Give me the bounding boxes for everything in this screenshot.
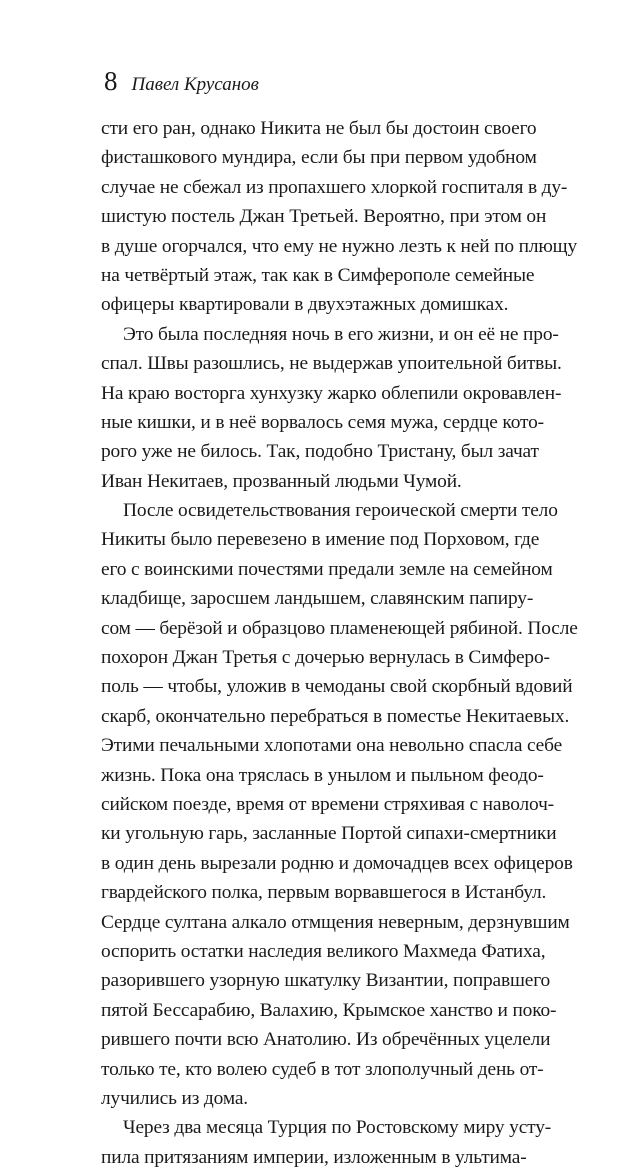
text-line: Это была последняя ночь в его жизни, и он её не про- xyxy=(123,323,559,345)
body-text xyxy=(101,114,578,1172)
text-line: рого уже не билось. Так, подобно Тристану, был зачат xyxy=(101,441,539,463)
text-line: гвардейского полка, первым ворвавшегося в Истанбул. xyxy=(101,882,547,904)
text-line: в один день вырезали родню и домочадцев всех офицеров xyxy=(101,852,573,874)
text-line: на четвёртый этаж, так как в Симферополе семейные xyxy=(101,264,535,286)
text-line: ки угольную гарь, засланные Портой сипахи-смертники xyxy=(101,823,557,845)
text-line: Никиты было перевезено в имение под Порховом, где xyxy=(101,529,540,551)
text-line: только те, кто волею судеб в тот злополучный день от- xyxy=(101,1058,544,1080)
text-line: пила притязаниям империи, изложенным в ультима- xyxy=(101,1146,527,1168)
text-line: пятой Бессарабию, Валахию, Крымское ханство и поко- xyxy=(101,999,557,1021)
text-line: На краю восторга хунхузку жарко облепили окровавлен- xyxy=(101,382,562,404)
text-line: Этими печальными хлопотами она невольно спасла себе xyxy=(101,735,563,757)
text-line: Иван Некитаев, прозванный людьми Чумой. xyxy=(101,470,462,492)
text-line: шистую постель Джан Третьей. Вероятно, при этом он xyxy=(101,206,547,228)
text-line: жизнь. Пока она тряслась в унылом и пыльном феодо- xyxy=(101,764,544,786)
text-line: в душе огорчался, что ему не нужно лезть к ней по плющу xyxy=(101,235,578,257)
text-line: похорон Джан Третья с дочерью вернулась в Симферо- xyxy=(101,647,550,669)
text-line: оспорить остатки наследия великого Махмеда Фатиха, xyxy=(101,940,546,962)
text-line: фисташкового мундира, если бы при первом удобном xyxy=(101,147,537,169)
text-line: ные кишки, и в неё ворвалось семя мужа, сердце кото- xyxy=(101,411,544,433)
text-line: кладбище, заросшем ландышем, славянским папиру- xyxy=(101,588,534,610)
text-line: сти его ран, однако Никита не был бы достоин своего xyxy=(101,118,537,139)
text-line: После освидетельствования героической смерти тело xyxy=(123,500,558,522)
text-line: спал. Швы разошлись, не выдержав упоительной битвы. xyxy=(101,353,562,375)
text-line: скарб, окончательно перебраться в поместье Некитаевых. xyxy=(101,705,570,727)
text-line: офицеры квартировали в двухэтажных домишках. xyxy=(101,294,509,316)
text-line: разорившего узорную шкатулку Византии, поправшего xyxy=(101,970,551,992)
running-head-author: Павел Крусанов xyxy=(131,74,259,95)
text-line: поль — чтобы, уложив в чемоданы свой скорбный вдовий xyxy=(101,676,573,698)
page-number: 8 xyxy=(104,66,118,96)
text-line: его с воинскими почестями предали земле на семейном xyxy=(101,558,553,580)
text-line: сийском поезде, время от времени стряхивая с наволоч- xyxy=(101,793,554,815)
text-line: рившего почти всю Анатолию. Из обречённых уцелели xyxy=(101,1029,551,1051)
text-line: лучились из дома. xyxy=(101,1087,248,1109)
text-line: Сердце султана алкало отмщения неверным, дерзнувшим xyxy=(101,911,570,933)
page-header xyxy=(104,66,259,96)
text-line: случае не сбежал из пропахшего хлоркой госпиталя в ду- xyxy=(101,176,568,198)
text-line: сом — берёзой и образцово пламенеющей рябиной. После xyxy=(101,617,578,639)
text-line: Через два месяца Турция по Ростовскому миру усту- xyxy=(123,1117,552,1139)
